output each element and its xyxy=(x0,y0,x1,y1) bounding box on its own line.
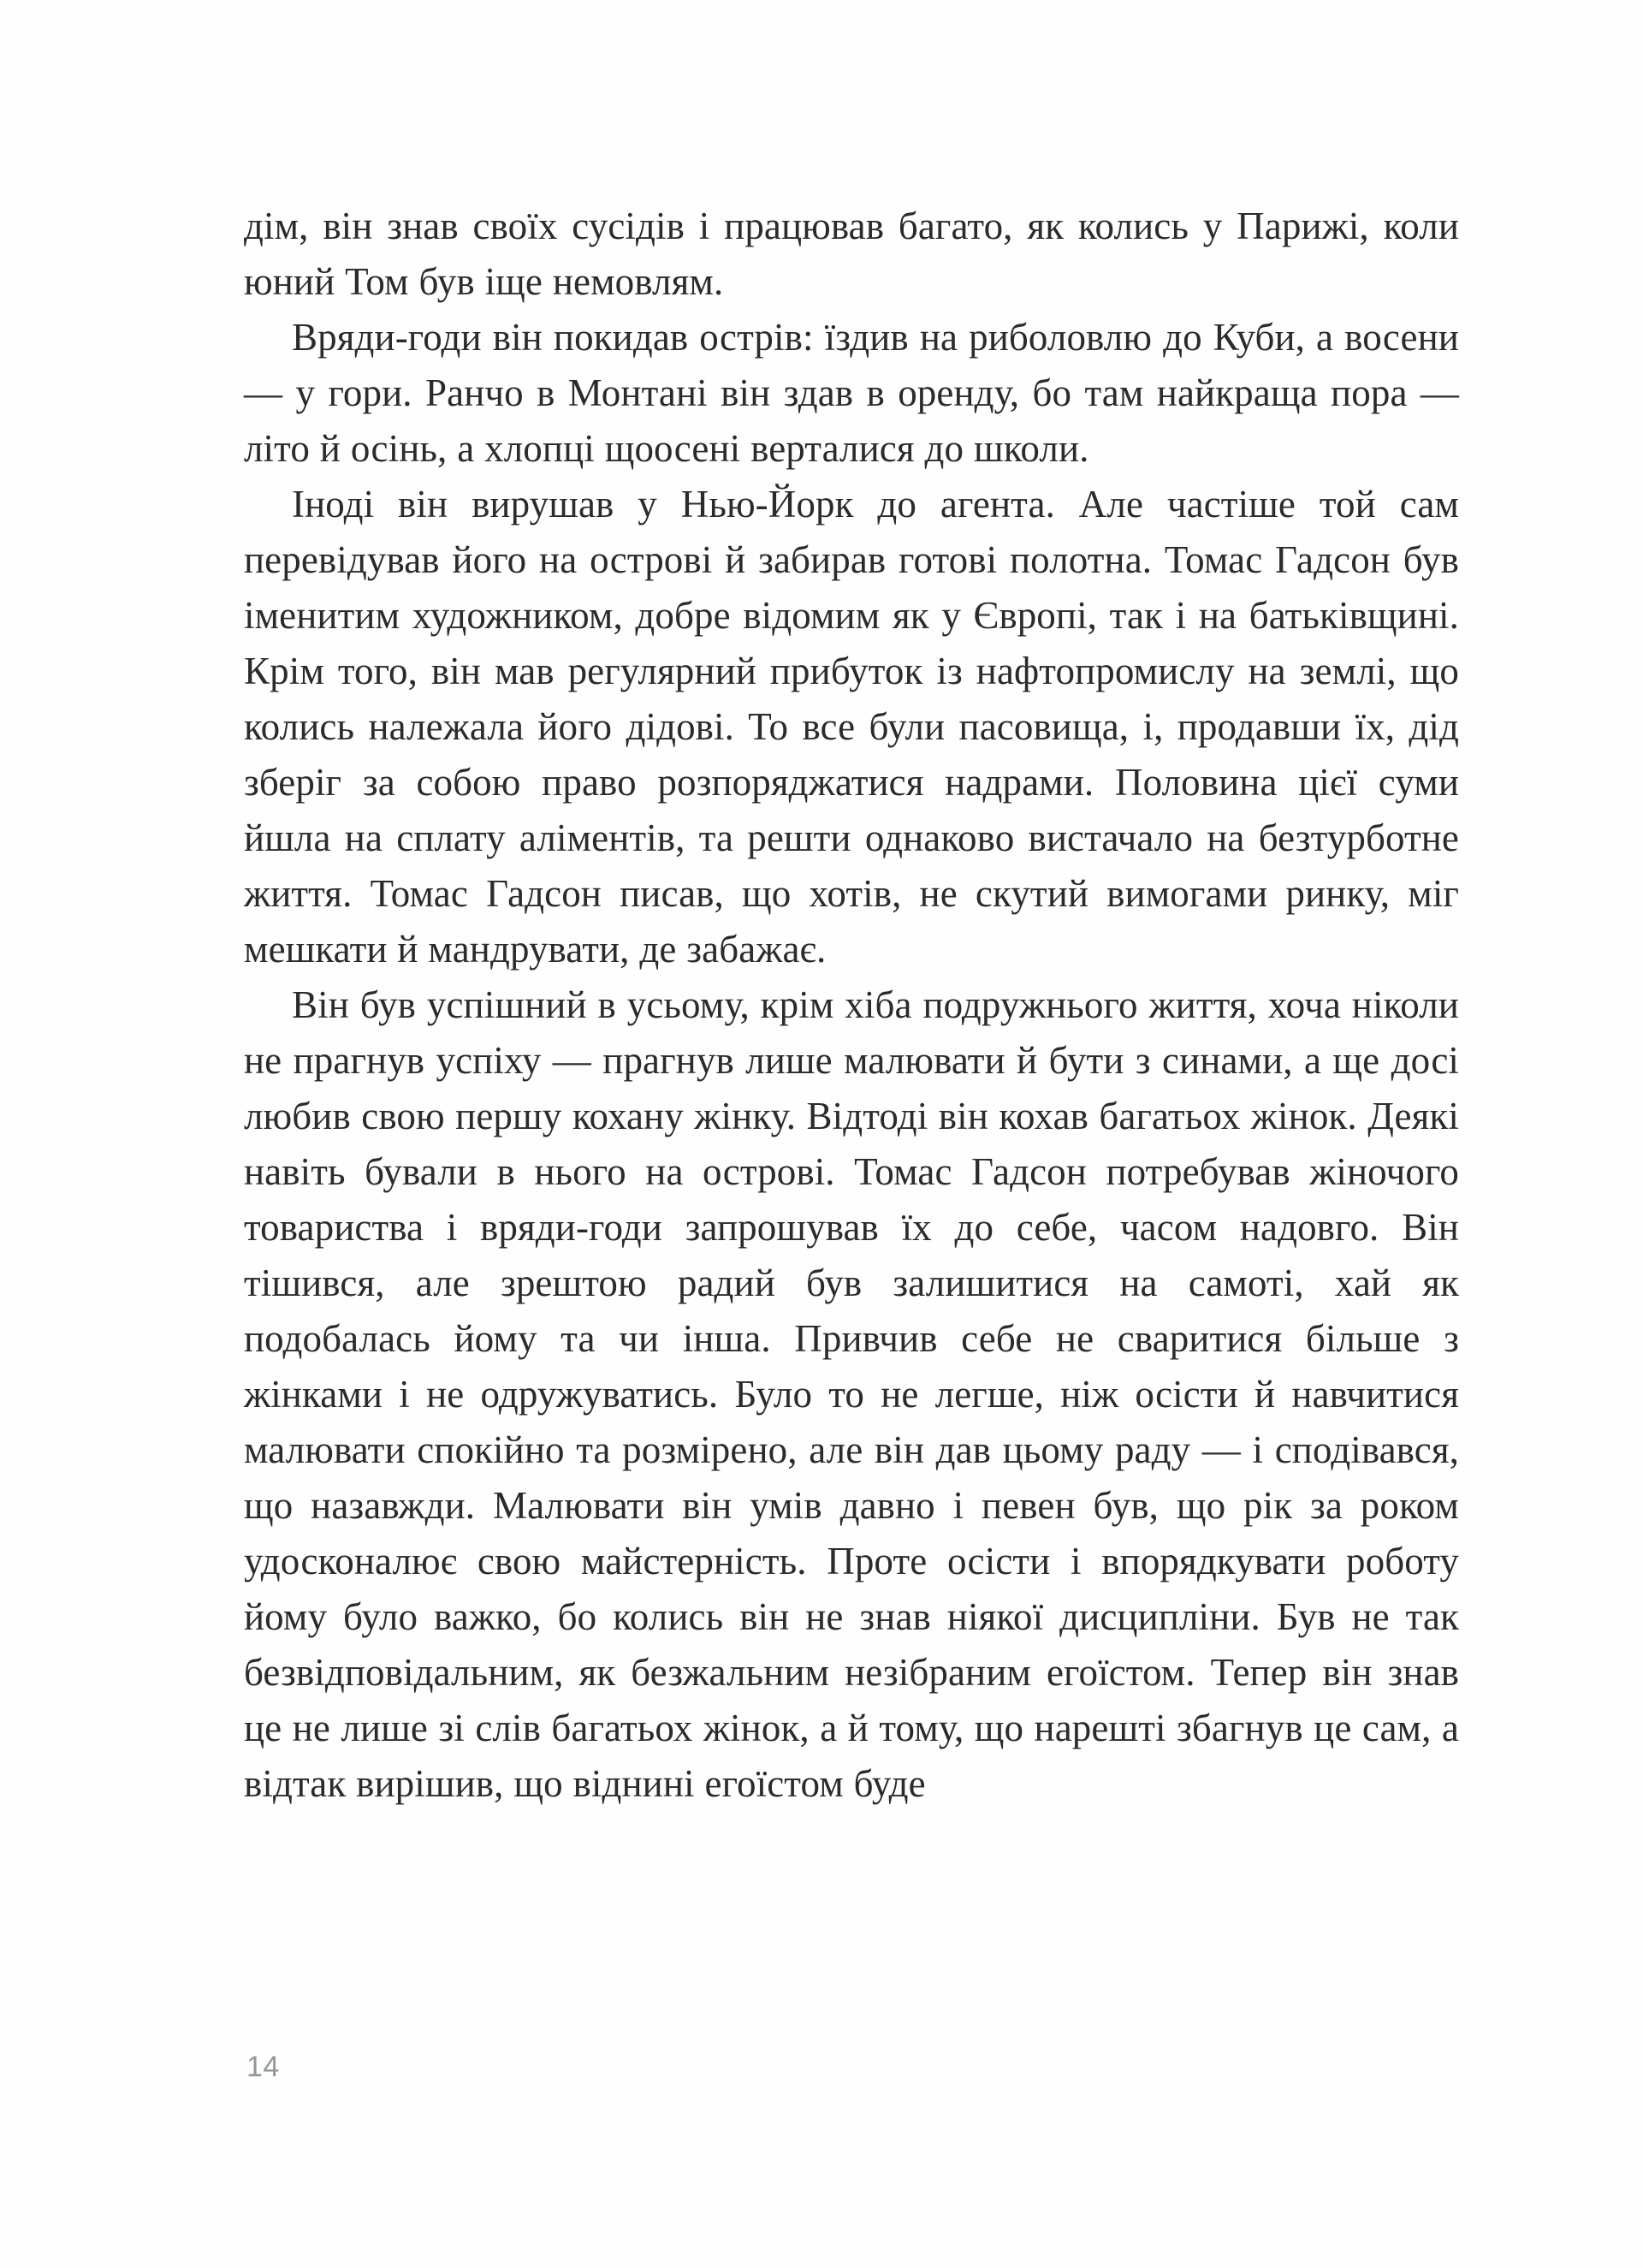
paragraph-island-trips: Вряди-годи він покидав острів: їздив на риболовлю до Куби, а восени — у гори. Ранчо в Монтані він здав в оренду, бо там найкраща пора — літо й осінь, а хлопці щоосені верталися до школи. xyxy=(244,316,1459,470)
paragraph-success-marriage: Він був успішний в усьому, крім хіба подружнього життя, хоча ніколи не прагнув успіху — прагнув лише малювати й бути з синами, а ще досі любив свою першу кохану жінку. Відтоді він кохав багатьох жінок. Деякі навіть бували в нього на острові. Томас Гадсон потребував жіночого товариства і вряди-годи запрошував їх до себе, часом надовго. Він тішився, але зрештою радий був залишитися на самоті, хай як подобалась йому та чи інша. Привчив себе не сваритися більше з жінками і не одружуватись. Було то не легше, ніж осісти й навчитися малювати спокійно та розмірено, але він дав цьому раду — і сподівався, що назавжди. Малювати він умів давно і певен був, що рік за роком удосконалює свою майстерність. Проте осісти і впорядкувати роботу йому було важко, бо колись він не знав ніякої дисципліни. Був не так безвідповідальним, як безжальним незібраним егоїстом. Тепер він знав це не лише зі слів багатьох жінок, а й тому, що нарешті збагнув це сам, а відтак вирішив, що віднині егоїстом буде xyxy=(244,983,1459,1805)
page-number: 14 xyxy=(246,2051,280,2083)
paragraph-continuation: дім, він знав своїх сусідів і працював багато, як колись у Парижі, коли юний Том був іще немовлям. xyxy=(244,205,1459,303)
paragraph-agent-new-york: Іноді він вирушав у Нью-Йорк до агента. Але частіше той сам перевідував його на острові й забирав готові полотна. Томас Гадсон був іменитим художником, добре відомим як у Європі, так і на батьківщині. Крім того, він мав регулярний прибуток із нафтопромислу на землі, що колись належала його дідові. То все були пасовища, і, продавши їх, дід зберіг за собою право розпоряджатися надрами. Половина цієї суми йшла на сплату аліментів, та решти однаково вистачало на безтурботне життя. Томас Гадсон писав, що хотів, не скутий вимогами ринку, міг мешкати й мандрувати, де забажає. xyxy=(244,483,1459,971)
body-text-column xyxy=(244,199,1459,1812)
